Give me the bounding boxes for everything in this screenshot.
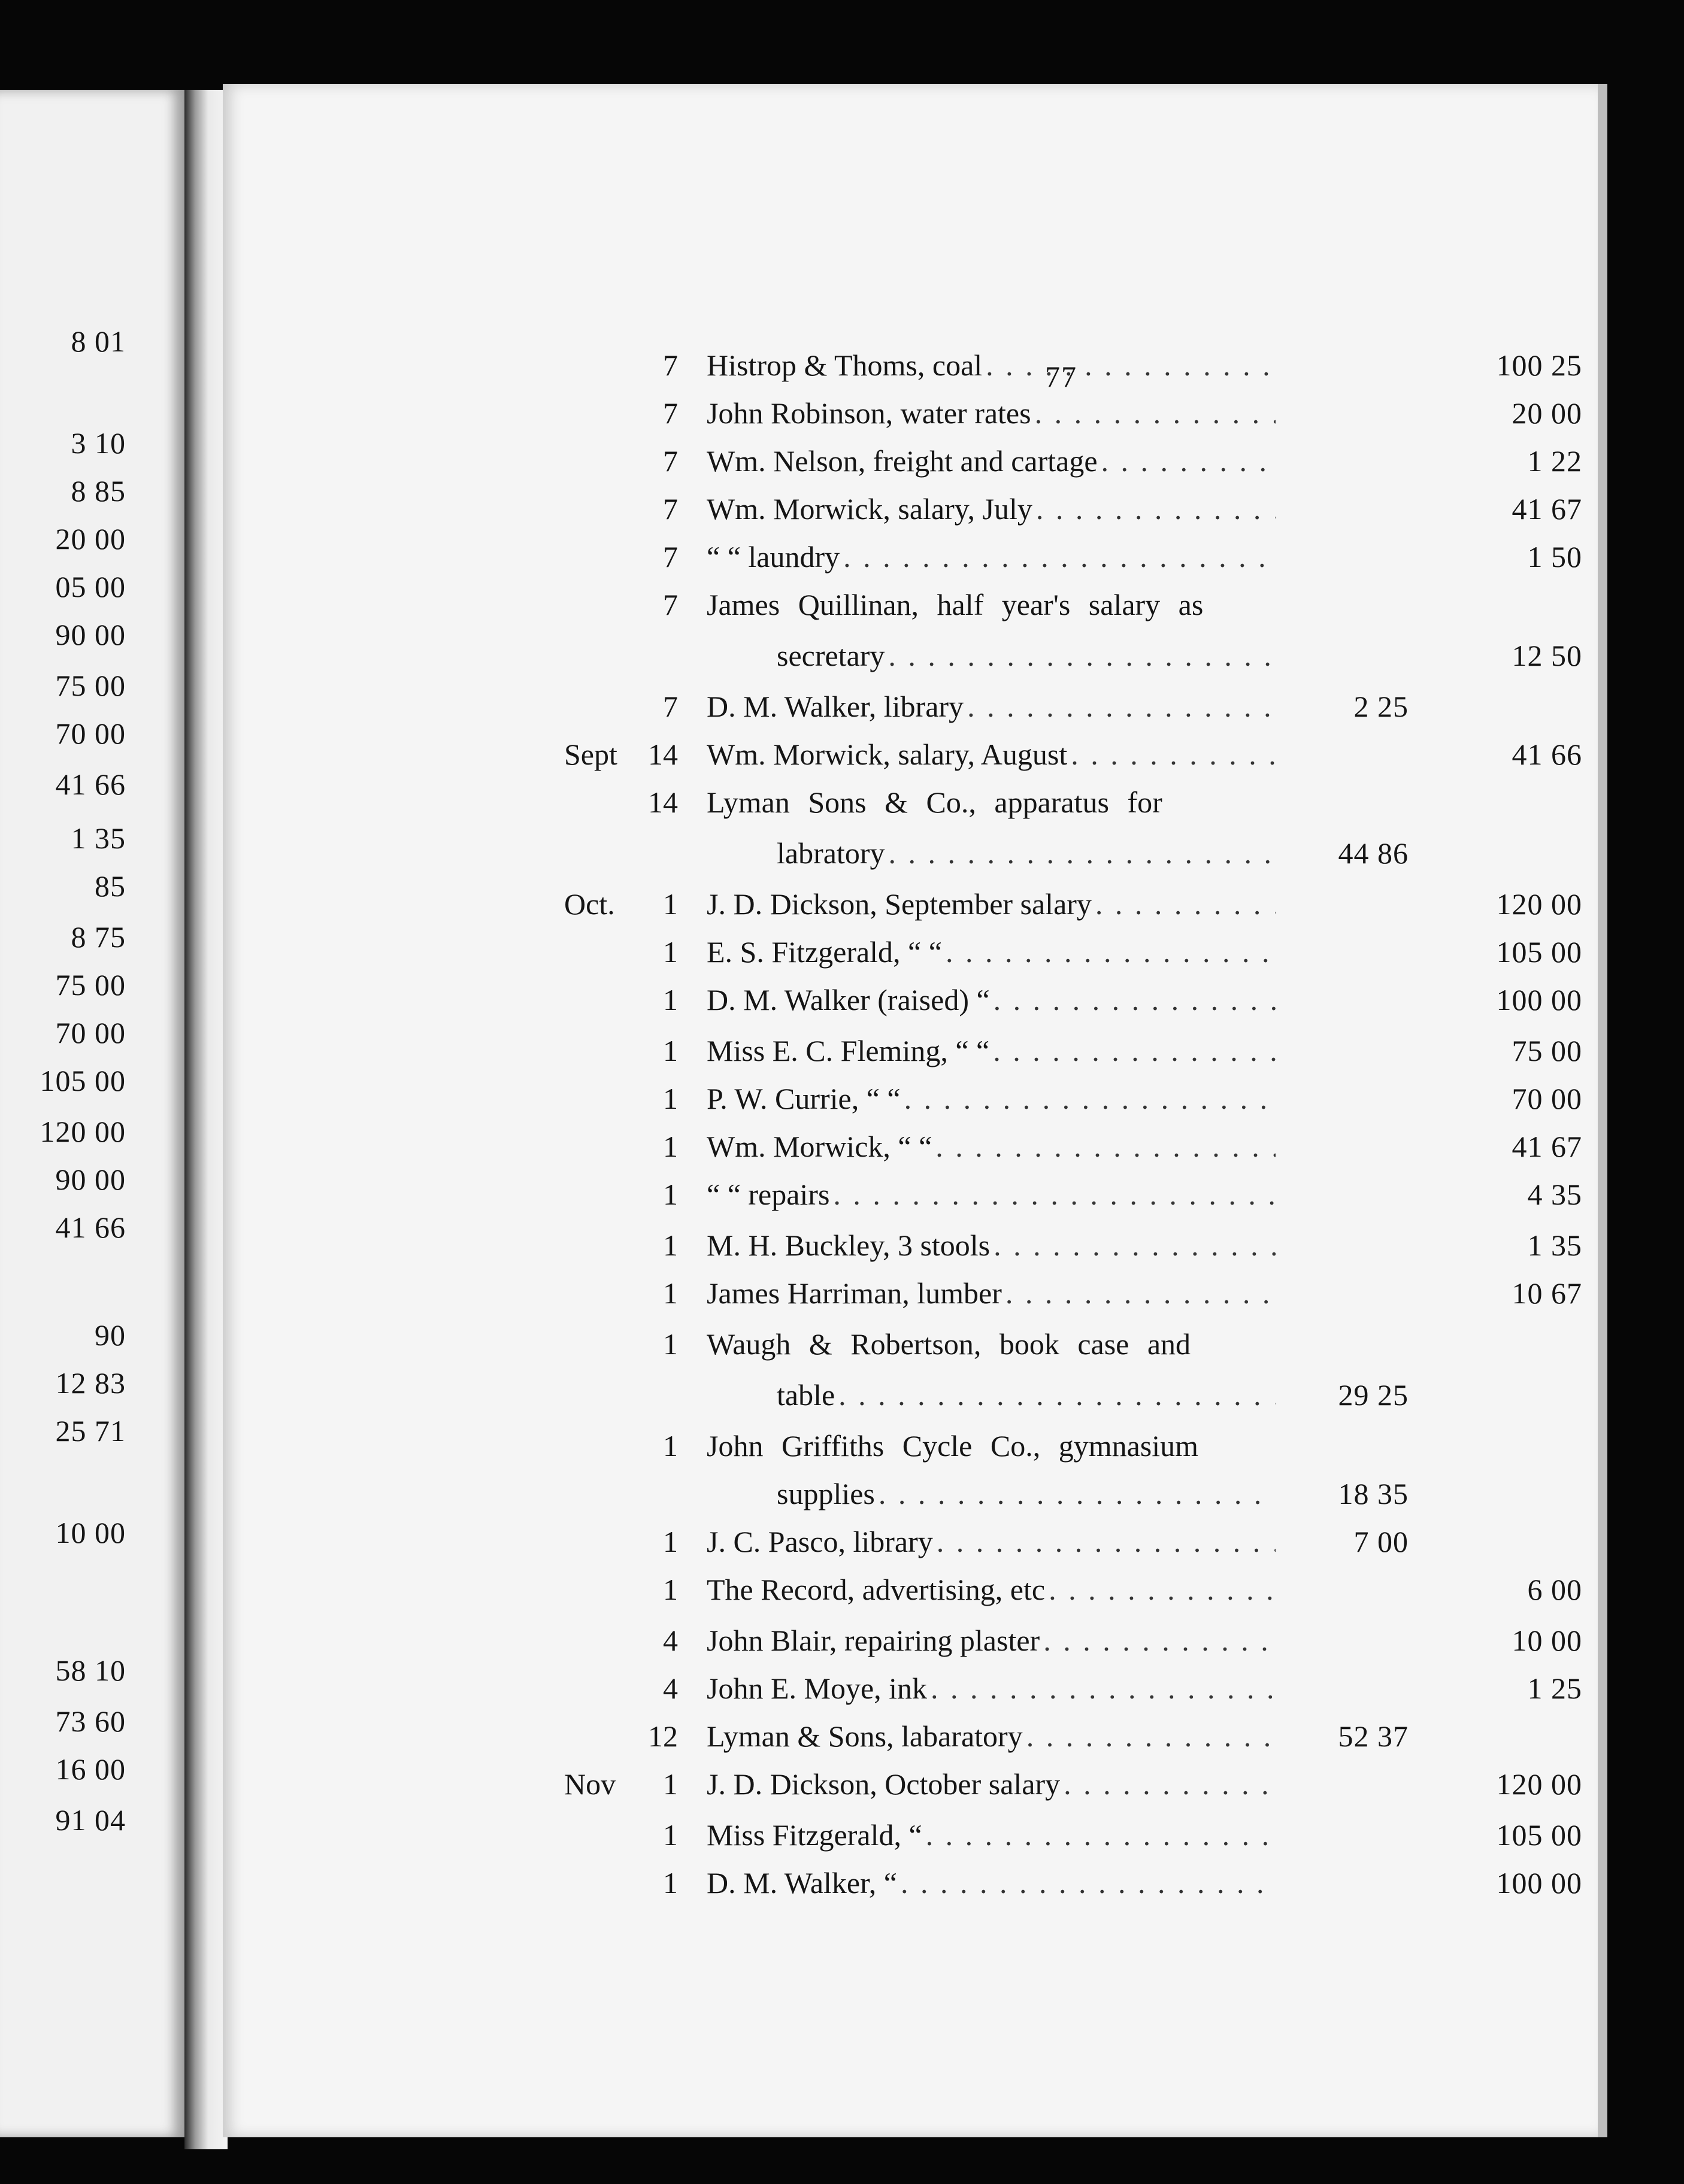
left-page-amount: 75 00	[55, 968, 126, 1002]
entry-month: Sept	[564, 738, 617, 771]
dot-leader	[838, 1371, 1276, 1419]
entry-day: 1	[663, 1767, 678, 1801]
entry-description-text: table	[777, 1378, 835, 1412]
ledger-row	[223, 389, 1600, 437]
entry-month: Nov	[564, 1767, 616, 1801]
left-page-amount: 41 66	[55, 1211, 126, 1244]
entry-description	[707, 1075, 1276, 1123]
entry-day: 4	[663, 1672, 678, 1705]
entry-description-text: Wm. Morwick, “ “	[707, 1130, 932, 1163]
entry-description	[707, 389, 1276, 437]
entry-amount-outer: 1 35	[1527, 1228, 1582, 1262]
entry-description	[707, 928, 1276, 976]
entry-description-text: labratory	[777, 836, 885, 870]
entry-description-text: D. M. Walker (raised) “	[707, 983, 990, 1017]
entry-amount-inner: 18 35	[1338, 1477, 1409, 1510]
entry-description-text: Waugh & Robertson, book case and	[707, 1327, 1191, 1361]
entry-day: 1	[663, 1818, 678, 1852]
entry-description	[777, 632, 1276, 680]
entry-amount-outer: 100 00	[1496, 1866, 1582, 1900]
entry-description-text: Miss Fitzgerald, “	[707, 1818, 922, 1852]
left-page-amount: 70 00	[55, 1016, 126, 1049]
entry-description-text: D. M. Walker, library	[707, 690, 964, 723]
dot-leader	[1049, 1566, 1276, 1613]
dot-leader	[993, 1027, 1276, 1075]
entry-day: 1	[663, 1573, 678, 1606]
entry-description	[707, 1760, 1276, 1808]
entry-amount-inner: 2 25	[1353, 690, 1409, 723]
entry-description	[707, 880, 1276, 928]
entry-amount-outer: 1 50	[1527, 540, 1582, 574]
dot-leader	[1043, 1616, 1276, 1664]
ledger-row	[223, 581, 1600, 629]
entry-description-text: Wm. Morwick, salary, August	[707, 738, 1068, 771]
entry-description	[707, 533, 1276, 581]
entry-day: 1	[663, 1228, 678, 1262]
ledger-row	[223, 1859, 1600, 1907]
dot-leader	[946, 928, 1276, 976]
entry-amount-outer: 4 35	[1527, 1178, 1582, 1211]
entry-description	[707, 341, 1276, 389]
entry-day: 1	[663, 1082, 678, 1115]
page-number: 77	[1045, 360, 1077, 393]
entry-description	[707, 1859, 1276, 1907]
left-page-amount: 8 01	[71, 324, 126, 358]
ledger-row	[223, 1170, 1600, 1218]
entry-description-text: secretary	[777, 639, 885, 672]
entry-day: 1	[663, 935, 678, 969]
dot-leader	[833, 1170, 1276, 1218]
entry-description-text: Lyman & Sons, labaratory	[707, 1719, 1023, 1753]
entry-description-text: Wm. Nelson, freight and cartage	[707, 444, 1098, 478]
entry-description	[707, 581, 1276, 629]
ledger-row	[223, 976, 1600, 1024]
dot-leader	[1035, 389, 1276, 437]
entry-description-text: John Blair, repairing plaster	[707, 1624, 1040, 1657]
left-page-amount: 41 66	[55, 768, 126, 801]
entry-day: 1	[663, 983, 678, 1017]
left-page	[0, 90, 186, 2137]
entry-description-text: J. D. Dickson, October salary	[707, 1767, 1061, 1801]
entry-day: 7	[663, 540, 678, 574]
dot-leader	[994, 976, 1276, 1024]
entry-amount-outer: 120 00	[1496, 1767, 1582, 1801]
ledger-row	[223, 1760, 1600, 1808]
entry-description	[707, 1027, 1276, 1075]
entry-day: 1	[663, 1866, 678, 1900]
main-page	[223, 84, 1600, 2137]
entry-day: 1	[663, 887, 678, 921]
entry-description-text: Miss E. C. Fleming, “ “	[707, 1034, 990, 1067]
entry-amount-inner: 29 25	[1338, 1378, 1409, 1412]
ledger-row	[223, 1518, 1600, 1566]
entry-description-text: “ “ repairs	[707, 1178, 830, 1211]
entry-day: 4	[663, 1624, 678, 1657]
entry-description	[707, 437, 1276, 485]
left-page-amount: 73 60	[55, 1704, 126, 1738]
left-page-amount: 105 00	[40, 1064, 126, 1097]
left-page-amount: 05 00	[55, 570, 126, 603]
entry-description	[707, 485, 1276, 533]
entry-amount-outer: 41 66	[1512, 738, 1582, 771]
left-page-amount: 1 35	[71, 821, 126, 855]
left-page-amount: 90	[95, 1318, 126, 1352]
dot-leader	[888, 632, 1276, 680]
entry-description-text: supplies	[777, 1477, 875, 1510]
left-page-amount: 90 00	[55, 618, 126, 651]
ledger-row	[223, 632, 1600, 680]
entry-amount-outer: 1 25	[1527, 1672, 1582, 1705]
entry-day: 7	[663, 444, 678, 478]
dot-leader	[1005, 1269, 1276, 1317]
entry-day: 1	[663, 1429, 678, 1463]
dot-leader	[1095, 880, 1276, 928]
left-page-amount: 58 10	[55, 1654, 126, 1687]
left-page-amount: 90 00	[55, 1163, 126, 1196]
left-page-amount: 16 00	[55, 1752, 126, 1786]
entry-amount-outer: 12 50	[1512, 639, 1582, 672]
entry-description	[707, 1123, 1276, 1170]
entry-description	[707, 1422, 1276, 1470]
entry-description-text: The Record, advertising, etc	[707, 1573, 1046, 1606]
dot-leader	[1036, 485, 1276, 533]
entry-day: 14	[648, 785, 678, 819]
entry-day: 1	[663, 1327, 678, 1361]
ledger-row	[223, 880, 1600, 928]
dot-leader	[1026, 1712, 1276, 1760]
dot-leader	[1101, 437, 1276, 485]
entry-description-text: E. S. Fitzgerald, “ “	[707, 935, 942, 969]
entry-amount-outer: 120 00	[1496, 887, 1582, 921]
entry-description-text: P. W. Currie, “ “	[707, 1082, 901, 1115]
entry-amount-inner: 44 86	[1338, 836, 1409, 870]
entry-amount-outer: 41 67	[1512, 1130, 1582, 1163]
ledger-row	[223, 829, 1600, 877]
dot-leader	[904, 1075, 1276, 1123]
left-page-amount: 10 00	[55, 1516, 126, 1549]
entry-description	[777, 1371, 1276, 1419]
entry-day: 1	[663, 1178, 678, 1211]
entry-amount-outer: 105 00	[1496, 935, 1582, 969]
ledger-row	[223, 437, 1600, 485]
entry-day: 12	[648, 1719, 678, 1753]
dot-leader	[937, 1518, 1276, 1566]
entry-description	[707, 682, 1276, 730]
entry-description	[707, 1320, 1276, 1368]
left-page-amount: 8 75	[71, 920, 126, 954]
dot-leader	[1071, 730, 1276, 778]
ledger-row	[223, 1123, 1600, 1170]
ledger-row	[223, 1566, 1600, 1613]
left-page-amount: 85	[95, 869, 126, 903]
ledger-row	[223, 1027, 1600, 1075]
entry-day: 14	[648, 738, 678, 771]
entry-description	[707, 1566, 1276, 1613]
dot-leader	[994, 1221, 1276, 1269]
ledger-row	[223, 1712, 1600, 1760]
dot-leader	[888, 829, 1276, 877]
entry-amount-outer: 41 67	[1512, 492, 1582, 526]
ledger-row	[223, 1422, 1600, 1470]
dot-leader	[843, 533, 1276, 581]
ledger-row	[223, 682, 1600, 730]
page-edge	[1598, 84, 1607, 2137]
dot-leader	[931, 1664, 1276, 1712]
entry-description	[707, 1518, 1276, 1566]
ledger-row	[223, 1811, 1600, 1859]
entry-day: 7	[663, 492, 678, 526]
ledger-row	[223, 485, 1600, 533]
entry-day: 7	[663, 690, 678, 723]
entry-day: 7	[663, 348, 678, 382]
entry-day: 1	[663, 1130, 678, 1163]
dot-leader	[926, 1811, 1276, 1859]
ledger-row	[223, 533, 1600, 581]
left-page-amount: 20 00	[55, 522, 126, 556]
entry-month: Oct.	[564, 887, 615, 921]
ledger-row	[223, 1221, 1600, 1269]
entry-amount-inner: 52 37	[1338, 1719, 1409, 1753]
entry-day: 1	[663, 1034, 678, 1067]
entry-description	[707, 1221, 1276, 1269]
entry-description-text: Lyman Sons & Co., apparatus for	[707, 785, 1162, 819]
left-page-amount: 75 00	[55, 669, 126, 702]
dot-leader	[935, 1123, 1276, 1170]
entry-amount-outer: 100 25	[1496, 348, 1582, 382]
ledger-row	[223, 1616, 1600, 1664]
entry-amount-outer: 10 67	[1512, 1276, 1582, 1310]
ledger-row	[223, 730, 1600, 778]
entry-description	[707, 1269, 1276, 1317]
dot-leader	[986, 341, 1276, 389]
ledger-row	[223, 341, 1600, 389]
entry-description-text: Wm. Morwick, salary, July	[707, 492, 1032, 526]
entry-description-text: John E. Moye, ink	[707, 1672, 928, 1705]
left-page-amount: 91 04	[55, 1803, 126, 1837]
entry-description-text: J. D. Dickson, September salary	[707, 887, 1092, 921]
dot-leader	[879, 1470, 1276, 1518]
entry-description-text: John Griffiths Cycle Co., gymnasium	[707, 1429, 1199, 1463]
entry-description	[707, 1616, 1276, 1664]
ledger-row	[223, 1269, 1600, 1317]
entry-day: 7	[663, 588, 678, 621]
entry-amount-outer: 10 00	[1512, 1624, 1582, 1657]
left-page-amount: 12 83	[55, 1366, 126, 1400]
entry-description-text: James Quillinan, half year's salary as	[707, 588, 1204, 621]
entry-description	[707, 1170, 1276, 1218]
ledger-row	[223, 1320, 1600, 1368]
entry-description	[707, 1664, 1276, 1712]
ledger-row	[223, 928, 1600, 976]
ledger-row	[223, 1075, 1600, 1123]
dot-leader	[967, 682, 1276, 730]
entry-description-text: J. C. Pasco, library	[707, 1525, 933, 1558]
entry-amount-outer: 20 00	[1512, 396, 1582, 430]
entry-amount-inner: 7 00	[1353, 1525, 1409, 1558]
entry-amount-outer: 1 22	[1527, 444, 1582, 478]
entry-amount-outer: 6 00	[1527, 1573, 1582, 1606]
entry-amount-outer: 70 00	[1512, 1082, 1582, 1115]
left-page-amount: 8 85	[71, 474, 126, 508]
entry-day: 1	[663, 1525, 678, 1558]
entry-description	[707, 1811, 1276, 1859]
dot-leader	[1064, 1760, 1276, 1808]
entry-description-text: D. M. Walker, “	[707, 1866, 897, 1900]
entry-description-text: John Robinson, water rates	[707, 396, 1031, 430]
entry-amount-outer: 105 00	[1496, 1818, 1582, 1852]
entry-description-text: “ “ laundry	[707, 540, 840, 574]
entry-description	[777, 829, 1276, 877]
left-page-amount: 3 10	[71, 426, 126, 460]
entry-description-text: James Harriman, lumber	[707, 1276, 1002, 1310]
entry-description	[707, 778, 1276, 826]
ledger-row	[223, 1371, 1600, 1419]
entry-amount-outer: 100 00	[1496, 983, 1582, 1017]
book-gutter	[184, 90, 228, 2149]
entry-description	[777, 1470, 1276, 1518]
left-page-amount: 70 00	[55, 717, 126, 750]
entry-description	[707, 730, 1276, 778]
entry-description-text: Histrop & Thoms, coal	[707, 348, 983, 382]
dot-leader	[901, 1859, 1276, 1907]
entry-description	[707, 976, 1276, 1024]
entry-amount-outer: 75 00	[1512, 1034, 1582, 1067]
left-page-amount: 120 00	[40, 1115, 126, 1148]
entry-description	[707, 1712, 1276, 1760]
ledger-row	[223, 1664, 1600, 1712]
left-page-amount: 25 71	[55, 1414, 126, 1448]
entry-day: 7	[663, 396, 678, 430]
ledger-row	[223, 778, 1600, 826]
ledger-row	[223, 1470, 1600, 1518]
entry-description-text: M. H. Buckley, 3 stools	[707, 1228, 991, 1262]
entry-day: 1	[663, 1276, 678, 1310]
